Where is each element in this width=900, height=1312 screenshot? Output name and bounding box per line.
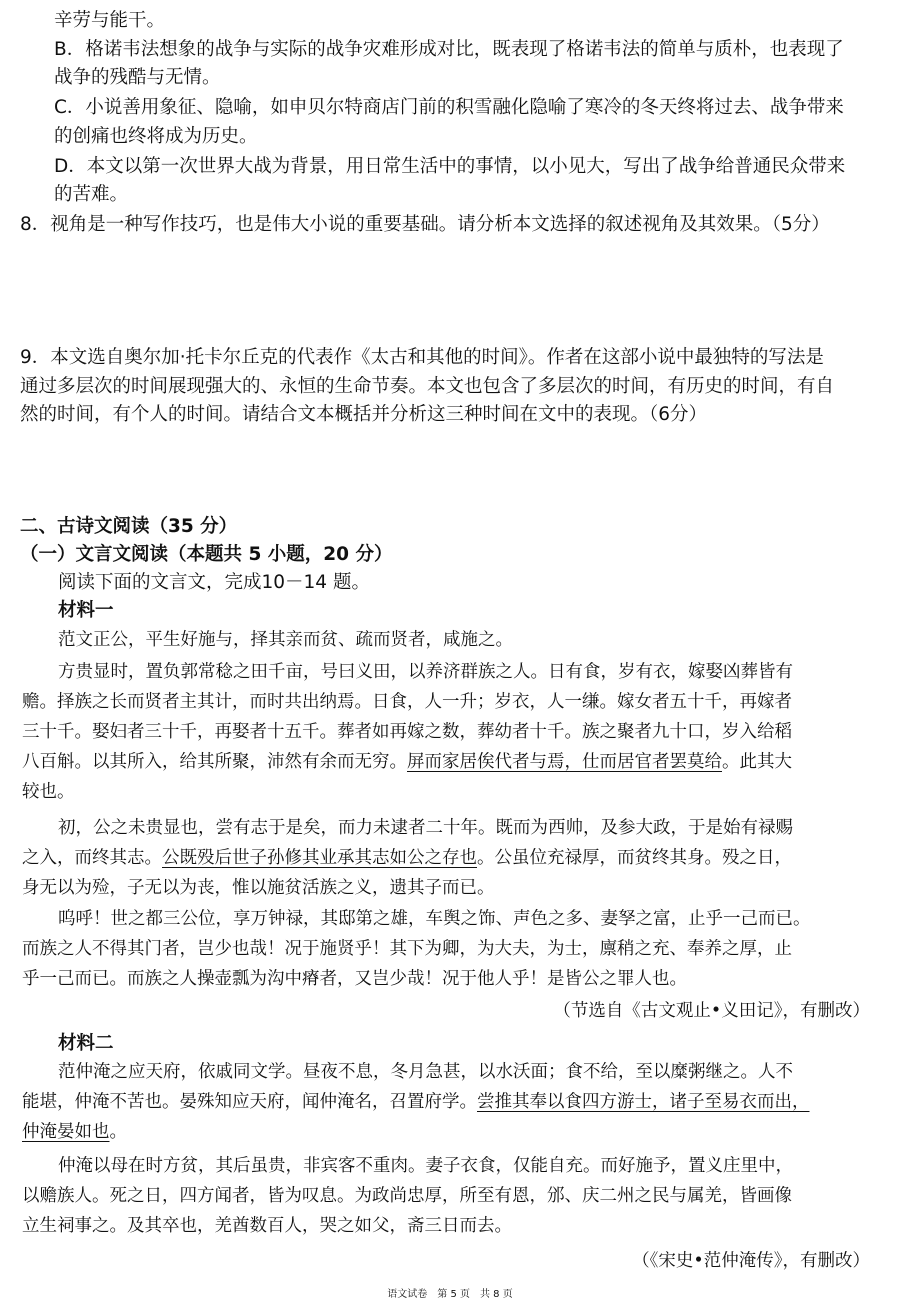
material-2-para-1-line-2 xyxy=(22,1089,810,1115)
material-2-para-1-line-1: 范仲淹之应天府，依戚同文学。昼夜不息，冬月急甚，以水沃面；食不给，至以糜粥继之。人不 xyxy=(58,1062,793,1082)
material-1-para-3-line-1: 初，公之未贵显也，尝有志于是矣，而力未逮者二十年。既而为西帅，及参大政，于是始有禄赐 xyxy=(58,818,793,838)
q7-option-c-continued: 的创痛也终将成为历史。 xyxy=(54,126,258,147)
material-1-para-3-line-3: 身无以为殓，子无以为丧，惟以施贫活族之义，遗其子而已。 xyxy=(22,878,495,898)
question-9-line-1: 9．本文选自奥尔加·托卡尔丘克的代表作《太古和其他的时间》。作者在这部小说中最独特的写法是 xyxy=(20,347,824,368)
material-2-label: 材料二 xyxy=(58,1033,114,1054)
text-plain: 之入，而终其志。 xyxy=(22,848,162,868)
question-8: 8．视角是一种写作技巧，也是伟大小说的重要基础。请分析本文选择的叙述视角及其效果。（5分） xyxy=(20,214,830,235)
material-1-para-2-line-5: 较也。 xyxy=(22,782,75,802)
material-1-para-2-line-2: 赡。择族之长而贤者主其计，而时共出纳焉。日食，人一升；岁衣，人一缣。嫁女者五十千，再嫁者 xyxy=(22,692,792,712)
material-1-label: 材料一 xyxy=(58,600,114,621)
material-1-para-3-line-2 xyxy=(22,845,792,871)
text-plain: 。此其大 xyxy=(722,752,792,772)
underlined-sentence-1: 屏而家居俟代者与焉，仕而居官者罢莫给 xyxy=(407,752,722,772)
material-2-source: （《宋史•范仲淹传》，有删改） xyxy=(632,1251,870,1271)
underlined-sentence-3-end: 仲淹晏如也 xyxy=(22,1122,110,1142)
text-plain: 。公虽位充禄厚，而贫终其身。殁之日， xyxy=(477,848,792,868)
q7-option-a-continued: 辛劳与能干。 xyxy=(54,10,166,31)
material-1-para-2-line-1: 方贵显时，置负郭常稔之田千亩，号曰义田，以养济群族之人。日有食，岁有衣，嫁娶凶葬皆有 xyxy=(58,662,793,682)
material-2-para-2-line-1: 仲淹以母在时方贫，其后虽贵，非宾客不重肉。妻子衣食，仅能自充。而好施予，置义庄里中， xyxy=(58,1156,793,1176)
text-plain: 。 xyxy=(109,1122,127,1142)
material-1-para-2-line-4 xyxy=(22,749,792,775)
q7-option-b: B．格诺韦法想象的战争与实际的战争灾难形成对比，既表现了格诺韦法的简单与质朴，也表现了 xyxy=(54,39,844,60)
material-1-source: （节选自《古文观止•义田记》，有删改） xyxy=(553,1001,870,1021)
section-2-instruction: 阅读下面的文言文，完成10－14 题。 xyxy=(58,572,370,593)
q7-option-c: C．小说善用象征、隐喻，如申贝尔特商店门前的积雪融化隐喻了寒冷的冬天终将过去、战争带来 xyxy=(54,97,844,118)
underlined-sentence-3: 尝推其奉以食四方游士，诸子至易衣而出， xyxy=(477,1092,810,1112)
material-1-para-4-line-1: 呜呼！世之都三公位，享万钟禄，其邸第之雄，车舆之饰、声色之多、妻孥之富，止乎一己而已。 xyxy=(58,909,811,929)
text-plain: 八百斛。以其所入，给其所聚，沛然有余而无穷。 xyxy=(22,752,407,772)
page-footer: 语文试卷 第 5 页 共 8 页 xyxy=(387,1289,513,1300)
material-1-para-2-line-3: 三十千。娶妇者三十千，再娶者十五千。葬者如再嫁之数，葬幼者十千。族之聚者九十口，岁入给稻 xyxy=(22,722,792,742)
q7-option-d-continued: 的苦难。 xyxy=(54,184,129,205)
text-plain: 能堪，仲淹不苦也。晏殊知应天府，闻仲淹名，召置府学。 xyxy=(22,1092,477,1112)
section-2-title: 二、古诗文阅读（35 分） xyxy=(20,516,238,537)
material-2-para-2-line-3: 立生祠事之。及其卒也，羌酋数百人，哭之如父，斋三日而去。 xyxy=(22,1216,512,1236)
question-9-line-2: 通过多层次的时间展现强大的、永恒的生命节奏。本文也包含了多层次的时间，有历史的时间，有自 xyxy=(20,376,835,397)
section-2-subtitle: （一）文言文阅读（本题共 5 小题，20 分） xyxy=(20,544,393,565)
q7-option-d: D．本文以第一次世界大战为背景，用日常生活中的事情，以小见大，写出了战争给普通民众带来 xyxy=(54,156,846,177)
material-2-para-1-line-3 xyxy=(22,1119,127,1145)
question-9-line-3: 然的时间，有个人的时间。请结合文本概括并分析这三种时间在文中的表现。（6分） xyxy=(20,404,708,425)
underlined-sentence-2: 公既殁后世子孙修其业承其志如公之存也 xyxy=(162,848,477,868)
material-1-para-4-line-2: 而族之人不得其门者，岂少也哉！况于施贤乎！其下为卿，为大夫，为士，廪稍之充、奉养之厚，止 xyxy=(22,939,792,959)
q7-option-b-continued: 战争的残酷与无情。 xyxy=(54,67,221,88)
material-1-para-4-line-3: 乎一己而已。而族之人操壶瓢为沟中瘠者，又岂少哉！况于他人乎！是皆公之罪人也。 xyxy=(22,969,687,989)
material-2-para-2-line-2: 以赡族人。死之日，四方闻者，皆为叹息。为政尚忠厚，所至有恩，邠、庆二州之民与属羌，皆画像 xyxy=(22,1186,792,1206)
material-1-para-1: 范文正公，平生好施与，择其亲而贫、疏而贤者，咸施之。 xyxy=(58,630,513,650)
